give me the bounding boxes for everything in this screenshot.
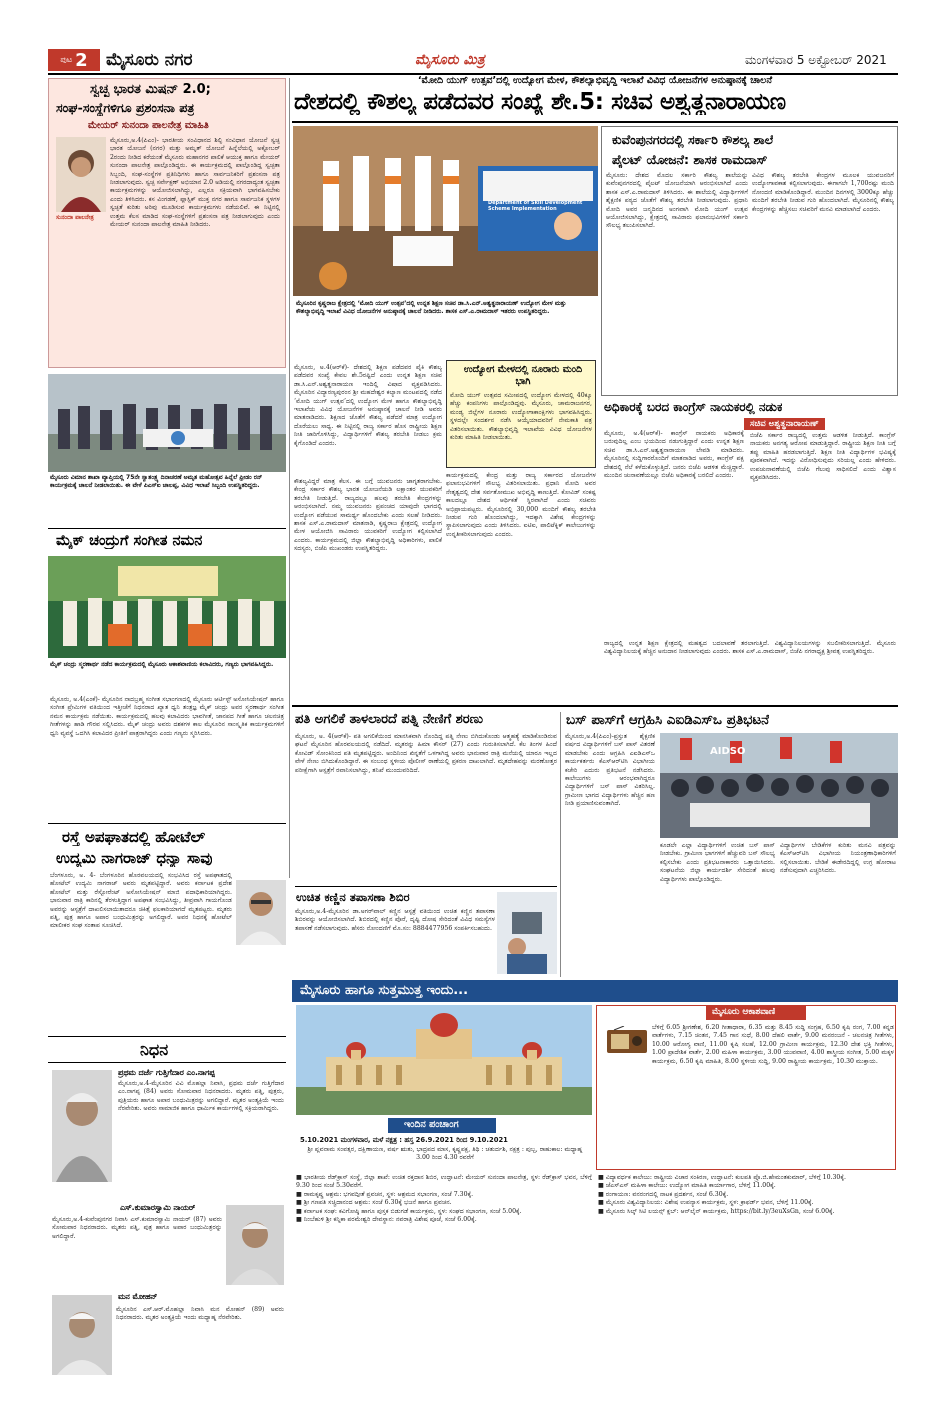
today-title: ಮೈಸೂರು ಹಾಗೂ ಸುತ್ತಮುತ್ತ ಇಂದು...	[300, 983, 469, 998]
obit-name-3: ಮನ ಮೋಹನ್	[118, 1292, 158, 1301]
kuvempu-body-2: ವಿವಿಧ ಕೌಶಲ್ಯ ತರಬೇತಿ ಕೇಂದ್ರಗಳ ಮೂಲಕ ಯುವಜನರಿಗೆ ಉದ್ಯೋಗಾವಕಾಶ ಕಲ್ಪಿಸಲಾಗುವುದು. ಈಗಾಗಲೇ 1,700ರಷ್ಟು ಮಂದಿ ನೋಂದಣಿ ಮಾಡಿಕೊಂಡಿದ್ದಾರೆ. ಮುಂದಿನ ದಿನಗಳಲ್ಲಿ 3000ಕ್ಕೂ ಹೆಚ್ಚು ಮಂದಿಗೆ ತರಬೇತಿ ನೀಡುವ ಗುರಿ ಹೊಂದಲಾಗಿದೆ. ಮೈಸೂರಿನಲ್ಲಿ ಕೌಶಲ್ಯ ಕೇಂದ್ರಗಳನ್ನು ಹೆಚ್ಚಿಸಲು ಸಚಿವರಿಗೆ ಮನವಿ ಮಾಡಲಾಗಿದೆ ಎಂದರು.	[752, 172, 894, 213]
events-col-2: ■ ವಿದ್ಯಾವರ್ಧಕ ಕಾಲೇಜು: ರಾಷ್ಟ್ರೀಯ ವಿಚಾರ ಸಂಕಿರಣ, ಉದ್ಘಾಟನೆ: ಕುಲಪತಿ ಪ್ರೊ.ಜಿ.ಹೇಮಂತಕುಮಾರ್, ಬೆಳಿಗ್ಗೆ 10.30ಕ್ಕೆ. ■ ಜೆಎಸ್‌ಎಸ್ ಮಹಿಳಾ ಕಾಲೇಜು: ಉದ್ಯೋಗ ಮಾಹಿತಿ ಕಾರ್ಯಾಗಾರ, ಬೆಳಿಗ್ಗೆ 11.00ಕ್ಕೆ. ■ ರಂಗಾಯಣ: ವನರಂಗದಲ್ಲಿ ನಾಟಕ ಪ್ರದರ್ಶನ, ಸಂಜೆ 6.30ಕ್ಕೆ. ■ ಮೈಸೂರು ವಿಶ್ವವಿದ್ಯಾನಿಲಯ: ವಿಶೇಷ ಉಪನ್ಯಾಸ ಕಾರ್ಯಕ್ರಮ, ಸ್ಥಳ: ಕ್ರಾಫರ್ಡ್ ಭವನ, ಬೆಳಿಗ್ಗೆ 11.00ಕ್ಕೆ. ■ ಮೈಸೂರು ಸಿಲ್ಕ್ ಸಿಟಿ ಲಯನ್ಸ್ ಕ್ಲಬ್: ಆನ್‌ಲೈನ್ ಕಾರ್ಯಕ್ರಮ, https://bit.ly/3euXsGn, ಸಂಜೆ 6.00ಕ್ಕೆ.	[598, 1174, 846, 1215]
mayor-portrait	[56, 137, 106, 212]
mike-photo	[48, 556, 286, 658]
bus-pass-body-3: ವಿದ್ಯಾರ್ಥಿಗಳ ಬೇಡಿಕೆಗಳ ಕುರಿತು ಮನವಿ ಪತ್ರವನ್ನು ಕೆಎಸ್‌ಆರ್‌ಟಿಸಿ ವಿಭಾಗೀಯ ನಿಯಂತ್ರಣಾಧಿಕಾರಿಗಳಿಗೆ ಸಲ್ಲಿಸಲಾಯಿತು. ಬೇಡಿಕೆ ಈಡೇರದಿದ್ದಲ್ಲಿ ಉಗ್ರ ಹೋರಾಟ ನಡೆಸುವುದಾಗಿ ಎಚ್ಚರಿಸಿದರು.	[780, 842, 896, 875]
kumaraswamy-portrait	[226, 1205, 284, 1285]
manamohan-portrait	[52, 1295, 112, 1375]
rule	[48, 528, 286, 529]
panchanga-body: ಶ್ರೀ ಪ್ಲವನಾಮ ಸಂವತ್ಸರ, ದಕ್ಷಿಣಾಯಣ, ವರ್ಷ ಋತು, ಭಾದ್ರಪದ ಮಾಸ, ಕೃಷ್ಣಪಕ್ಷ, ತಿಥಿ : ಚತುರ್ದಶಿ, ನಕ್ಷತ್ರ : ಪುಬ್ಬ, ರಾಹುಕಾಲ: ಮಧ್ಯಾಹ್ನ 3.00 ರಿಂದ 4.30 ರವರೆಗೆ	[307, 1146, 583, 1162]
rule	[295, 886, 557, 887]
accident-title-2: ಉದ್ಯಮಿ ನಾಗರಾಜ್ ಧನ್ಯಾ ಸಾವು	[56, 849, 213, 867]
lead-title: ದೇಶದಲ್ಲಿ ಕೌಶಲ್ಯ ಪಡೆದವರ ಸಂಖ್ಯೆ ಶೇ.5: ಸಚಿವ ಅಶ್ವತ್ಥನಾರಾಯಣ	[294, 89, 786, 115]
obit-body-3: ಮೈಸೂರಿನ ಎಸ್.ಆರ್.ಮೊಹಲ್ಲಾ ನಿವಾಸಿ ಮನ ಮೋಹನ್ (89) ಅವರು ನಿಧನರಾದರು. ಮೃತರ ಅಂತ್ಯಕ್ರಿಯೆ ಇಂದು ಮಧ್ಯಾಹ್ನ ನೆರವೇರಿತು.	[116, 1306, 284, 1322]
masthead: ಮೈಸೂರು ಮಿತ್ರ	[415, 52, 485, 68]
freedom-run-photo	[48, 374, 286, 472]
events-col-1: ■ ಭಾರತೀಯ ರೆಡ್‌ಕ್ರಾಸ್ ಸಂಸ್ಥೆ, ಜಿಲ್ಲಾ ಶಾಖೆ: ಉಚಿತ ರಕ್ತದಾನ ಶಿಬಿರ, ಉದ್ಘಾಟನೆ: ಮೇಯರ್ ಸುನಂದಾ ಪಾಲನೇತ್ರ, ಸ್ಥಳ: ರೆಡ್‌ಕ್ರಾಸ್ ಭವನ, ಬೆಳಿಗ್ಗೆ 9.30 ರಿಂದ ಸಂಜೆ 5.30ವರೆಗೆ. ■ ರಾಮಕೃಷ್ಣ ಆಶ್ರಮ: ಭಗವದ್ಗೀತೆ ಪ್ರವಚನ, ಸ್ಥಳ: ಆಶ್ರಮದ ಸಭಾಂಗಣ, ಸಂಜೆ 7.30ಕ್ಕೆ. ■ ಶ್ರೀ ಗಣಪತಿ ಸಚ್ಚಿದಾನಂದ ಆಶ್ರಮ: ಸಂಜೆ 6.30ಕ್ಕೆ ಭಜನೆ ಹಾಗೂ ಪ್ರವಚನ. ■ ಕರ್ನಾಟಕ ಸಂಘ: ಕವಿಗೋಷ್ಠಿ ಹಾಗೂ ಪುಸ್ತಕ ಬಿಡುಗಡೆ ಕಾರ್ಯಕ್ರಮ, ಸ್ಥಳ: ಸಂಘದ ಸಭಾಂಗಣ, ಸಂಜೆ 5.00ಕ್ಕೆ. ■ ನಿಂಬೆಹುಳಿ ಶ್ರೀ ಕನ್ನಿಕಾ ಪರಮೇಶ್ವರಿ ದೇವಸ್ಥಾನ: ನವರಾತ್ರಿ ವಿಶೇಷ ಪೂಜೆ, ಸಂಜೆ 6.00ಕ್ಕೆ.	[296, 1174, 592, 1224]
page-label: ಪುಟ	[60, 55, 73, 64]
accident-body: ಬೆಂಗಳೂರು, ಅ. 4- ಬೆಂಗಳೂರಿನ ಹೊರವಲಯದಲ್ಲಿ ಸಂಭವಿಸಿದ ರಸ್ತೆ ಅಪಘಾತದಲ್ಲಿ ಹೋಟೆಲ್ ಉದ್ಯಮಿ ನಾಗರಾಜ್ ಅವರು ಮೃತಪಟ್ಟಿದ್ದಾರೆ. ಅವರು ಕರ್ನಾಟಕ ಪ್ರದೇಶ ಹೋಟೆಲ್ ಮತ್ತು ರೆಸ್ಟೋರೆಂಟ್ ಅಸೋಸಿಯೇಷನ್ ಮಾಜಿ ಪದಾಧಿಕಾರಿಯಾಗಿದ್ದರು. ಭಾನುವಾರ ರಾತ್ರಿ ಕಾರಿನಲ್ಲಿ ತೆರಳುತ್ತಿದ್ದಾಗ ಅಪಘಾತ ಸಂಭವಿಸಿದ್ದು, ತೀವ್ರವಾಗಿ ಗಾಯಗೊಂಡ ಅವರನ್ನು ಆಸ್ಪತ್ರೆಗೆ ದಾಖಲಿಸಲಾಯಿತಾದರೂ ಚಿಕಿತ್ಸೆ ಫಲಕಾರಿಯಾಗದೆ ಮೃತಪಟ್ಟರು. ಮೃತರು ಪತ್ನಿ, ಪುತ್ರ ಹಾಗೂ ಅಪಾರ ಬಂಧುಮಿತ್ರರನ್ನು ಅಗಲಿದ್ದಾರೆ. ಅವರ ನಿಧನಕ್ಕೆ ಹೋಟೆಲ್ ಮಾಲೀಕರ ಸಂಘ ಸಂತಾಪ ಸೂಚಿಸಿದೆ.	[50, 872, 232, 930]
job-fair-body: ಮೋದಿ ಯುಗ್ ಉತ್ಸವದ ಸಮೀಪದಲ್ಲಿ ಉದ್ಯೋಗ ಮೇಳದಲ್ಲಿ 40ಕ್ಕೂ ಹೆಚ್ಚು ಕಂಪನಿಗಳು ಪಾಲ್ಗೊಂಡಿದ್ದವು. ಮೈಸೂರು, ಚಾಮರಾಜನಗರ, ಮಂಡ್ಯ ಜಿಲ್ಲೆಗಳ ನೂರಾರು ಉದ್ಯೋಗಾಕಾಂಕ್ಷಿಗಳು ಭಾಗವಹಿಸಿದ್ದರು. ಸ್ಥಳದಲ್ಲೇ ಸಂದರ್ಶನ ನಡೆಸಿ ಆಯ್ಕೆಯಾದವರಿಗೆ ನೇಮಕಾತಿ ಪತ್ರ ವಿತರಿಸಲಾಯಿತು. ಕೌಶಲ್ಯಾಭಿವೃದ್ಧಿ ಇಲಾಖೆಯ ವಿವಿಧ ಯೋಜನೆಗಳ ಕುರಿತು ಮಾಹಿತಿ ನೀಡಲಾಯಿತು.	[450, 392, 592, 442]
congress-body-1: ಮೈಸೂರು, ಅ.4(ಆರ್‌ಕೆ)- ಕಾಂಗ್ರೆಸ್ ನಾಯಕರು ಅಧಿಕಾರಕ್ಕೆ ಬರುವುದಿಲ್ಲ ಎಂಬ ಭಯದಿಂದ ನಡುಗುತ್ತಿದ್ದಾರೆ ಎಂದು ಉನ್ನತ ಶಿಕ್ಷಣ ಸಚಿವ ಡಾ.ಸಿ.ಎನ್.ಅಶ್ವತ್ಥನಾರಾಯಣ ಲೇವಡಿ ಮಾಡಿದರು. ಮೈಸೂರಿನಲ್ಲಿ ಸುದ್ದಿಗಾರರೊಂದಿಗೆ ಮಾತನಾಡಿದ ಅವರು, ಕಾಂಗ್ರೆಸ್ ಪಕ್ಷ ದೇಶದಲ್ಲಿ ನೆಲೆ ಕಳೆದುಕೊಳ್ಳುತ್ತಿದೆ. ಜನರು ಬಿಜೆಪಿ ಆಡಳಿತ ಮೆಚ್ಚಿದ್ದಾರೆ. ಮುಂದಿನ ಚುನಾವಣೆಯಲ್ಲೂ ಬಿಜೆಪಿ ಅಧಿಕಾರಕ್ಕೆ ಬರಲಿದೆ ಎಂದರು.	[604, 430, 744, 480]
lead-body-col3: ಕಾರ್ಯಕ್ರಮದಲ್ಲಿ ಕೇಂದ್ರ ಮತ್ತು ರಾಜ್ಯ ಸರ್ಕಾರದ ಯೋಜನೆಗಳ ಫಲಾನುಭವಿಗಳಿಗೆ ಸೌಲಭ್ಯ ವಿತರಿಸಲಾಯಿತು. ಪ್ರಧಾನಿ ಮೋದಿ ಅವರ ನೇತೃತ್ವದಲ್ಲಿ ದೇಶ ಸರ್ವತೋಮುಖ ಅಭಿವೃದ್ಧಿ ಕಾಣುತ್ತಿದೆ. ಕೋವಿಡ್ ಸಂಕಷ್ಟ ಕಾಲದಲ್ಲೂ ದೇಶದ ಆರ್ಥಿಕತೆ ಸ್ಥಿರವಾಗಿದೆ ಎಂದು ಸಚಿವರು ಅಭಿಪ್ರಾಯಪಟ್ಟರು. ಮೈಸೂರಿನಲ್ಲಿ 30,000 ಮಂದಿಗೆ ಕೌಶಲ್ಯ ತರಬೇತಿ ನೀಡುವ ಗುರಿ ಹೊಂದಲಾಗಿದ್ದು, ಇದಕ್ಕಾಗಿ ವಿಶೇಷ ಕೇಂದ್ರಗಳನ್ನು ಸ್ಥಾಪಿಸಲಾಗುವುದು ಎಂದು ತಿಳಿಸಿದರು. ಐಟಿಐ, ಪಾಲಿಟೆಕ್ನಿಕ್ ಕಾಲೇಜುಗಳನ್ನು ಉನ್ನತೀಕರಿಸಲಾಗುವುದು ಎಂದರು.	[446, 472, 596, 538]
column-divider	[560, 712, 561, 977]
husband-title: ಪತಿ ಅಗಲಿಕೆ ತಾಳಲಾರದೆ ಪತ್ನಿ ನೇಣಿಗೆ ಶರಣು	[295, 712, 484, 727]
freedom-run-caption: ಮೈಸೂರು ವಿಮಾನ ಶಾಖಾ ವ್ಯಾಪ್ತಿಯಲ್ಲಿ 75ನೇ ಸ್ವಾತಂತ್ರ್ಯ ದಿನಾಚರಣೆ ಅಮೃತ ಮಹೋತ್ಸವ ಹಿನ್ನೆಲೆ ಫ್ರೀಡಂ ರನ್ ಕಾರ್ಯಕ್ರಮಕ್ಕೆ ಚಾಲನೆ ನೀಡಲಾಯಿತು. ಈ ವೇಳೆ ಪಿಎಸ್ಐ ಜಾಲಪ್ಪ, ವಿವಿಧ ಇಲಾಖೆ ಸಿಬ್ಬಂದಿ ಉಪಸ್ಥಿತರಿದ್ದರು.	[50, 474, 263, 489]
accident-title-1: ರಸ್ತೆ ಅಪಘಾತದಲ್ಲಿ ಹೋಟೆಲ್	[62, 828, 206, 846]
radio-icon	[606, 1026, 648, 1054]
page-number-badge	[48, 49, 100, 71]
radio-body: ಬೆಳಿಗ್ಗೆ 6.05 ಶ್ರೀಗಣೇಶ, 6.20 ಗೀತಾಧಾರಾ, 6.35 ಮತ್ತು 8.45 ಸುದ್ದಿ ಸಂಗ್ರಹ, 6.50 ಕೃಷಿ ರಂಗ, 7.00 ಕನ್ನಡ ವಾರ್ತೆಗಳು, 7.15 ಚಿಂತನ, 7.45 ಗಾನ ಸುಧೆ, 8.00 ದೆಹಲಿ ವಾರ್ತೆ, 9.00 ಮನರಂಜನೆ - ಚಲನಚಿತ್ರ ಗೀತೆಗಳು, 10.00 ಆರೋಗ್ಯ ವಾಣಿ, 11.00 ಕೃಷಿ ಸಲಹೆ, 12.00 ಗ್ರಾಮೀಣ ಕಾರ್ಯಕ್ರಮ, 12.30 ದೇಶ ಭಕ್ತಿ ಗೀತೆಗಳು, 1.00 ಪ್ರಾದೇಶಿಕ ವಾರ್ತೆ, 2.00 ಮಹಿಳಾ ಕಾರ್ಯಕ್ರಮ, 3.00 ಯುವವಾಣಿ, 4.00 ಶಾಸ್ತ್ರೀಯ ಸಂಗೀತ, 5.00 ಮಕ್ಕಳ ಕಾರ್ಯಕ್ರಮ, 6.50 ಕೃಷಿ ಮಾಹಿತಿ, 8.00 ಸ್ಥಳೀಯ ಸುದ್ದಿ, 9.00 ರಾಷ್ಟ್ರೀಯ ಕಾರ್ಯಕ್ರಮ, 10.30 ಮುಕ್ತಾಯ.	[652, 1024, 894, 1065]
bus-pass-body-1: ಮೈಸೂರು,ಅ.4(ಪಿಎಂ)-ಪ್ರಸ್ತುತ ಶೈಕ್ಷಣಿಕ ವರ್ಷದ ವಿದ್ಯಾರ್ಥಿಗಳಿಗೆ ಬಸ್ ಪಾಸ್ ವಿತರಣೆ ಮಾಡಬೇಕು ಎಂದು ಆಗ್ರಹಿಸಿ ಎಐಡಿಎಸ್‌ಒ ಕಾರ್ಯಕರ್ತರು ಕೆಎಸ್‌ಆರ್‌ಟಿಸಿ ವಿಭಾಗೀಯ ಕಚೇರಿ ಎದುರು ಪ್ರತಿಭಟನೆ ನಡೆಸಿದರು. ಕಾಲೇಜುಗಳು ಆರಂಭವಾಗಿದ್ದರೂ ವಿದ್ಯಾರ್ಥಿಗಳಿಗೆ ಬಸ್ ಪಾಸ್ ವಿತರಿಸಿಲ್ಲ. ಗ್ರಾಮೀಣ ಭಾಗದ ವಿದ್ಯಾರ್ಥಿಗಳು ಹೆಚ್ಚಿನ ಹಣ ನೀಡಿ ಪ್ರಯಾಣಿಸುವಂತಾಗಿದೆ.	[565, 733, 655, 808]
rule	[292, 705, 898, 707]
column-divider	[289, 78, 290, 878]
rule	[48, 1036, 286, 1037]
obit-body-1: ಮೈಸೂರು,ಅ.4-ಮೈಸೂರಿನ ವಿವಿ ಮೊಹಲ್ಲಾ ನಿವಾಸಿ, ಪ್ರಥಮ ದರ್ಜೆ ಗುತ್ತಿಗೆದಾರ ಎಂ.ನಾಗಪ್ಪ (84) ಅವರು ಸೋಮವಾರ ನಿಧನರಾದರು. ಮೃತರು ಪತ್ನಿ, ಪುತ್ರರು, ಪುತ್ರಿಯರು ಹಾಗೂ ಅಪಾರ ಬಂಧುಮಿತ್ರರನ್ನು ಅಗಲಿದ್ದಾರೆ. ಮೃತರ ಅಂತ್ಯಕ್ರಿಯೆ ಇಂದು ನೆರವೇರಿತು. ಅವರು ಸಾಮಾಜಿಕ ಹಾಗೂ ಧಾರ್ಮಿಕ ಕಾರ್ಯಗಳಲ್ಲಿ ಸಕ್ರಿಯರಾಗಿದ್ದರು.	[118, 1080, 284, 1113]
swachh-subtitle: ಮೇಯರ್ ಸುನಂದಾ ಪಾಲನೇತ್ರ ಮಾಹಿತಿ	[88, 120, 209, 131]
swachh-title-1: ಸ್ವಚ್ಛ ಭಾರತ ಮಿಷನ್ 2.0;	[90, 82, 211, 97]
issue-date: ಮಂಗಳವಾರ 5 ಅಕ್ಟೋಬರ್ 2021	[745, 53, 887, 67]
page-number: 2	[75, 49, 88, 71]
job-fair-title: ಉದ್ಯೋಗ ಮೇಳದಲ್ಲಿ ನೂರಾರು ಮಂದಿ ಭಾಗಿ	[463, 364, 583, 387]
husband-body: ಮೈಸೂರು, ಅ. 4(ಆರ್‌ಕೆ)- ಪತಿ ಅಗಲಿಕೆಯಿಂದ ಮಾನಸಿಕವಾಗಿ ನೊಂದಿದ್ದ ಪತ್ನಿ ನೇಣು ಬಿಗಿದುಕೊಂಡು ಆತ್ಮಹತ್ಯೆ ಮಾಡಿಕೊಂಡಿರುವ ಘಟನೆ ಮೈಸೂರಿನ ಹೊರವಲಯದಲ್ಲಿ ನಡೆದಿದೆ. ಮೃತರನ್ನು ಹಿಮಾ ಕೌಸರ್ (27) ಎಂದು ಗುರುತಿಸಲಾಗಿದೆ. ಕೆಲ ತಿಂಗಳ ಹಿಂದೆ ಕೋವಿಡ್ ಸೋಂಕಿನಿಂದ ಪತಿ ಮೃತಪಟ್ಟಿದ್ದರು. ಅಂದಿನಿಂದ ಖಿನ್ನತೆಗೆ ಒಳಗಾಗಿದ್ದ ಅವರು ಭಾನುವಾರ ರಾತ್ರಿ ಮನೆಯಲ್ಲಿ ಯಾರೂ ಇಲ್ಲದ ವೇಳೆ ನೇಣು ಬಿಗಿದುಕೊಂಡಿದ್ದಾರೆ. ಈ ಸಂಬಂಧ ಸ್ಥಳೀಯ ಪೊಲೀಸ್ ಠಾಣೆಯಲ್ಲಿ ಪ್ರಕರಣ ದಾಖಲಾಗಿದೆ. ಮೃತದೇಹವನ್ನು ಮರಣೋತ್ತರ ಪರೀಕ್ಷೆಗಾಗಿ ಆಸ್ಪತ್ರೆಗೆ ರವಾನಿಸಲಾಗಿದ್ದು, ತನಿಖೆ ಮುಂದುವರಿದಿದೆ.	[295, 733, 557, 774]
mike-caption: ಮೈಕ್ ಚಂದ್ರು ಸ್ಮರಣಾರ್ಥ ನಡೆದ ಕಾರ್ಯಕ್ರಮದಲ್ಲಿ ಮೈಸೂರು ಆಕಾಶವಾಣಿಯ ಕಲಾವಿದರು, ಗಣ್ಯರು ಭಾಗವಹಿಸಿದ್ದರು.	[50, 661, 274, 668]
section-title: ಮೈಸೂರು ನಗರ	[106, 50, 193, 70]
mayor-caption: ಸುನಂದಾ ಪಾಲನೇತ್ರ	[56, 214, 94, 221]
panchanga-line-1: 5.10.2021 ಮಂಗಳವಾರ, ಮಳೆ ನಕ್ಷತ್ರ : ಹಸ್ತ 26.9.2021 ರಿಂದ 9.10.2021	[300, 1136, 508, 1144]
eye-camp-body: ಮೈಸೂರು,ಅ.4-ಮೈಸೂರಿನ ಡಾ.ಅಗರ್‌ವಾಲ್ ಕಣ್ಣಿನ ಆಸ್ಪತ್ರೆ ವತಿಯಿಂದ ಉಚಿತ ಕಣ್ಣಿನ ತಪಾಸಣಾ ಶಿಬಿರವನ್ನು ಆಯೋಜಿಸಲಾಗಿದೆ. ಶಿಬಿರದಲ್ಲಿ ಕಣ್ಣಿನ ಪೊರೆ, ದೃಷ್ಟಿ ದೋಷ ಸೇರಿದಂತೆ ವಿವಿಧ ಸಮಸ್ಯೆಗಳ ತಪಾಸಣೆ ನಡೆಸಲಾಗುವುದು. ಹೆಸರು ನೋಂದಣಿಗೆ ಮೊ.ಸಂ: 8884477956 ಸಂಪರ್ಕಿಸಬಹುದು.	[295, 908, 495, 932]
obit-name-1: ಪ್ರಥಮ ದರ್ಜೆ ಗುತ್ತಿಗೆದಾರ ಎಂ.ನಾಗಪ್ಪ	[118, 1068, 215, 1077]
congress-title: ಅಧಿಕಾರಕ್ಕೆ ಬರದ ಕಾಂಗ್ರೆಸ್ ನಾಯಕರಲ್ಲಿ ನಡುಕ	[604, 400, 783, 414]
protest-photo	[660, 733, 898, 838]
swachh-body: ಮೈಸೂರು,ಅ.4(ಪಿಎಂ)- ಭಾರತೀಯ ಸಂವಿಧಾನದ ಶಿಲ್ಪಿ ಸಂವಿಧಾನ ಯೋಜನೆ ಸ್ವಚ್ಛ ಭಾರತ ಯೋಜನೆ (ನಗರ) ಮತ್ತು ಅಮೃತ್ ಯೋಜನೆ ಹಿನ್ನೆಲೆಯಲ್ಲಿ ಅಕ್ಟೋಬರ್ 2ರಂದು ನೀಡಿದ ಕರೆಯಂತೆ ಮೈಸೂರು ಮಹಾನಗರ ಪಾಲಿಕೆ ಆಯುಕ್ತ ಹಾಗೂ ಮೇಯರ್ ಸುನಂದಾ ಪಾಲನೇತ್ರ ಪಾಲ್ಗೊಂಡಿದ್ದರು. ಈ ಕಾರ್ಯಕ್ರಮದಲ್ಲಿ ಪಾಲ್ಗೊಂಡಿದ್ದ ಸ್ವಚ್ಛತಾ ಸಿಬ್ಬಂದಿ, ಸಂಘ-ಸಂಸ್ಥೆಗಳ ಪ್ರತಿನಿಧಿಗಳು ಹಾಗೂ ಸಾರ್ವಜನಿಕರಿಗೆ ಪ್ರಶಂಸನಾ ಪತ್ರ ನೀಡಲಾಗುವುದು. ಸ್ವಚ್ಛ ಸರ್ವೇಕ್ಷಣ್ ಅಭಿಯಾನ 2.0 ಅಡಿಯಲ್ಲಿ ನಗರದಾದ್ಯಂತ ಸ್ವಚ್ಛತಾ ಕಾರ್ಯಕ್ರಮಗಳನ್ನು ಆಯೋಜಿಸಲಾಗಿದ್ದು, ಎಲ್ಲರೂ ಸಕ್ರಿಯವಾಗಿ ಭಾಗವಹಿಸಬೇಕು ಎಂದು ತಿಳಿಸಿದರು. ಕಸ ವಿಂಗಡಣೆ, ಪ್ಲಾಸ್ಟಿಕ್ ಮುಕ್ತ ನಗರ ಹಾಗೂ ಸಾರ್ವಜನಿಕ ಸ್ಥಳಗಳ ಸ್ವಚ್ಛತೆ ಕುರಿತು ಅರಿವು ಮೂಡಿಸುವ ಕಾರ್ಯಕ್ರಮಗಳು ನಡೆಯಲಿವೆ. ಈ ನಿಟ್ಟಿನಲ್ಲಿ ಉತ್ತಮ ಕೆಲಸ ಮಾಡಿದ ಸಂಘ-ಸಂಸ್ಥೆಗಳಿಗೆ ಪ್ರಶಂಸನಾ ಪತ್ರ ನೀಡಲಾಗುವುದು ಎಂದು ಮೇಯರ್ ಸುನಂದಾ ಪಾಲನೇತ್ರ ಮಾಹಿತಿ ನೀಡಿದರು.	[110, 137, 280, 229]
nagappa-portrait	[52, 1070, 112, 1182]
mike-title: ಮೈಕ್ ಚಂದ್ರುಗೆ ಸಂಗೀತ ನಮನ	[56, 533, 203, 549]
congress-body-2: ಬಿಜೆಪಿ ಸರ್ಕಾರ ರಾಜ್ಯದಲ್ಲಿ ಉತ್ತಮ ಆಡಳಿತ ನೀಡುತ್ತಿದೆ. ಕಾಂಗ್ರೆಸ್ ನಾಯಕರು ಅನಗತ್ಯ ಆರೋಪ ಮಾಡುತ್ತಿದ್ದಾರೆ. ರಾಷ್ಟ್ರೀಯ ಶಿಕ್ಷಣ ನೀತಿ ಬಗ್ಗೆ ತಪ್ಪು ಮಾಹಿತಿ ಹರಡಲಾಗುತ್ತಿದೆ. ಶಿಕ್ಷಣ ನೀತಿ ವಿದ್ಯಾರ್ಥಿಗಳ ಭವಿಷ್ಯಕ್ಕೆ ಪೂರಕವಾಗಿದೆ. ಇದನ್ನು ವಿರೋಧಿಸುವುದು ಸರಿಯಲ್ಲ ಎಂದು ಹೇಳಿದರು. ಉಪಚುನಾವಣೆಯಲ್ಲಿ ಬಿಜೆಪಿ ಗೆಲುವು ಸಾಧಿಸಲಿದೆ ಎಂದು ವಿಶ್ವಾಸ ವ್ಯಕ್ತಪಡಿಸಿದರು.	[750, 432, 896, 482]
eye-camp-title: ಉಚಿತ ಕಣ್ಣಿನ ತಪಾಸಣಾ ಶಿಬಿರ	[296, 890, 410, 904]
lead-kicker: ‘ಮೋದಿ ಯುಗ್ ಉತ್ಸವ’ದಲ್ಲಿ ಉದ್ಯೋಗ ಮೇಳ, ಕೌಶಲ್ಯಾಭಿವೃದ್ಧಿ ಇಲಾಖೆ ವಿವಿಧ ಯೋಜನೆಗಳ ಅನುಷ್ಠಾನಕ್ಕೆ ಚಾಲನೆ	[417, 75, 773, 86]
swachh-title-2: ಸಂಘ-ಸಂಸ್ಥೆಗಳಿಗೂ ಪ್ರಶಂಸನಾ ಪತ್ರ	[56, 100, 195, 115]
kuvempu-title-1: ಕುವೆಂಪುನಗರದಲ್ಲಿ ಸರ್ಕಾರಿ ಕೌಶಲ್ಯ ಶಾಲೆ	[612, 132, 774, 147]
mike-body: ಮೈಸೂರು, ಅ.4(ಎಂಕೆ)- ಮೈಸೂರಿನ ನಾದಬ್ರಹ್ಮ ಸಂಗೀತ ಸಭಾಂಗಣದಲ್ಲಿ ಮೈಸೂರು ಆರ್ಟಿಸ್ಟ್ ಅಸೋಸಿಯೇಷನ್ ಹಾಗೂ ಸಂಗೀತ ಪ್ರೇಮಿಗಳ ವತಿಯಿಂದ ಇತ್ತೀಚೆಗೆ ನಿಧನರಾದ ಖ್ಯಾತ ಧ್ವನಿ ತಂತ್ರಜ್ಞ ಮೈಕ್ ಚಂದ್ರು ಅವರ ಸ್ಮರಣಾರ್ಥ ಸಂಗೀತ ನಮನ ಕಾರ್ಯಕ್ರಮ ನಡೆಯಿತು. ಕಾರ್ಯಕ್ರಮದಲ್ಲಿ ಹಲವು ಕಲಾವಿದರು ಭಾವಗೀತೆ, ಜಾನಪದ ಗೀತೆ ಹಾಗೂ ಚಲನಚಿತ್ರ ಗೀತೆಗಳನ್ನು ಹಾಡಿ ಗೌರವ ಸಲ್ಲಿಸಿದರು. ಮೈಕ್ ಚಂದ್ರು ಅವರು ದಶಕಗಳ ಕಾಲ ಮೈಸೂರಿನ ಸಾಂಸ್ಕೃತಿಕ ಕಾರ್ಯಕ್ರಮಗಳಿಗೆ ಧ್ವನಿ ವ್ಯವಸ್ಥೆ ಒದಗಿಸಿ ಕಲಾವಿದರ ಪ್ರೀತಿಗೆ ಪಾತ್ರರಾಗಿದ್ದರು ಎಂದು ಗಣ್ಯರು ಸ್ಮರಿಸಿದರು.	[50, 696, 284, 737]
mysore-palace-photo	[296, 1005, 592, 1115]
lead-banner-text: Department of Skill Development Scheme Implementation	[488, 200, 583, 212]
congress-byline: ಸಚಿವ ಅಶ್ವತ್ಥನಾರಾಯಣ್	[744, 418, 825, 430]
obit-name-2: ಎಸ್.ಕುಮಾರಸ್ವಾಮಿ ನಾಯರ್	[120, 1203, 196, 1212]
eye-camp-photo	[497, 892, 557, 974]
rule	[292, 121, 898, 123]
rule	[48, 1062, 286, 1063]
panchanga-title: ಇಂದಿನ ಪಂಚಾಂಗ	[404, 1119, 459, 1130]
lead-body-col2: ಕೌಶಲ್ಯವಿದ್ದರೆ ಮಾತ್ರ ಕೆಲಸ. ಈ ಬಗ್ಗೆ ಯುವಜನರು ಜಾಗೃತರಾಗಬೇಕು. ಕೇಂದ್ರ ಸರ್ಕಾರ ಕೌಶಲ್ಯ ಭಾರತ ಯೋಜನೆಯಡಿ ಲಕ್ಷಾಂತರ ಯುವಕರಿಗೆ ತರಬೇತಿ ನೀಡುತ್ತಿದೆ. ರಾಜ್ಯದಲ್ಲೂ ಹಲವು ತರಬೇತಿ ಕೇಂದ್ರಗಳನ್ನು ಆರಂಭಿಸಲಾಗಿದೆ. ನಮ್ಮ ಯುವಜನರು ಪ್ರಪಂಚದ ಯಾವುದೇ ಭಾಗದಲ್ಲಿ ಉದ್ಯೋಗ ಪಡೆಯುವ ಸಾಮರ್ಥ್ಯ ಹೊಂದಬೇಕು ಎಂದು ಸಲಹೆ ನೀಡಿದರು. ಶಾಸಕ ಎಸ್.ಎ.ರಾಮದಾಸ್ ಮಾತನಾಡಿ, ಕೃಷ್ಣರಾಜ ಕ್ಷೇತ್ರದಲ್ಲಿ ಉದ್ಯೋಗ ಮೇಳ ಆಯೋಜಿಸಿ ಸಾವಿರಾರು ಯುವಕರಿಗೆ ಉದ್ಯೋಗ ಕಲ್ಪಿಸಲಾಗಿದೆ ಎಂದರು. ಕಾರ್ಯಕ್ರಮದಲ್ಲಿ ಜಿಲ್ಲಾ ಕೌಶಲ್ಯಾಭಿವೃದ್ಧಿ ಅಧಿಕಾರಿಗಳು, ಪಾಲಿಕೆ ಸದಸ್ಯರು, ಬಿಜೆಪಿ ಮುಖಂಡರು ಉಪಸ್ಥಿತರಿದ್ದರು.	[294, 478, 442, 553]
rule	[48, 823, 286, 824]
obit-body-2: ಮೈಸೂರು,ಅ.4-ಕುವೆಂಪುನಗರ ನಿವಾಸಿ ಎಸ್.ಕುಮಾರಸ್ವಾಮಿ ನಾಯರ್ (87) ಅವರು ಸೋಮವಾರ ನಿಧನರಾದರು. ಮೃತರು ಪತ್ನಿ, ಪುತ್ರ ಹಾಗೂ ಅಪಾರ ಬಂಧುಮಿತ್ರರನ್ನು ಅಗಲಿದ್ದಾರೆ.	[52, 1216, 222, 1240]
bus-pass-body-2: ಕೂಡಲೇ ಎಲ್ಲಾ ವಿದ್ಯಾರ್ಥಿಗಳಿಗೆ ಉಚಿತ ಬಸ್ ಪಾಸ್ ನೀಡಬೇಕು. ಗ್ರಾಮೀಣ ಭಾಗಗಳಿಗೆ ಹೆಚ್ಚುವರಿ ಬಸ್ ಸೌಲಭ್ಯ ಕಲ್ಪಿಸಬೇಕು ಎಂದು ಪ್ರತಿಭಟನಾಕಾರರು ಒತ್ತಾಯಿಸಿದರು. ಸಂಘಟನೆಯ ಜಿಲ್ಲಾ ಕಾರ್ಯದರ್ಶಿ ಸೇರಿದಂತೆ ಹಲವು ವಿದ್ಯಾರ್ಥಿಗಳು ಪಾಲ್ಗೊಂಡಿದ್ದರು.	[660, 842, 775, 883]
kuvempu-body-1: ಮೈಸೂರು: ದೇಶದ ಮೊದಲ ಸರ್ಕಾರಿ ಕೌಶಲ್ಯ ಶಾಲೆಯನ್ನು ಕುವೆಂಪುನಗರದಲ್ಲಿ ಪೈಲಟ್ ಯೋಜನೆಯಾಗಿ ಆರಂಭಿಸಲಾಗಿದೆ ಎಂದು ಶಾಸಕ ಎಸ್.ಎ.ರಾಮದಾಸ್ ತಿಳಿಸಿದರು. ಈ ಶಾಲೆಯಲ್ಲಿ ವಿದ್ಯಾರ್ಥಿಗಳಿಗೆ ಶೈಕ್ಷಣಿಕ ಪಠ್ಯದ ಜೊತೆಗೆ ಕೌಶಲ್ಯ ತರಬೇತಿ ನೀಡಲಾಗುವುದು. ಪ್ರಧಾನಿ ಮೋದಿ ಅವರ ಜನ್ಮದಿನದ ಅಂಗವಾಗಿ ಮೋದಿ ಯುಗ್ ಉತ್ಸವ ಆಯೋಜಿಸಲಾಗಿದ್ದು, ಕ್ಷೇತ್ರದಲ್ಲಿ ಸಾವಿರಾರು ಫಲಾನುಭವಿಗಳಿಗೆ ಸರ್ಕಾರಿ ಸೌಲಭ್ಯ ತಲುಪಿಸಲಾಗಿದೆ.	[606, 172, 748, 230]
obituary-title: ನಿಧನ	[140, 1040, 169, 1059]
radio-title: ಮೈಸೂರು ಆಕಾಶವಾಣಿ	[712, 1007, 776, 1017]
lead-body-col1: ಮೈಸೂರು, ಅ.4(ಆರ್‌ಕೆ)- ದೇಶದಲ್ಲಿ ಶಿಕ್ಷಣ ಪಡೆದವರ ಪೈಕಿ ಕೌಶಲ್ಯ ಪಡೆದವರ ಸಂಖ್ಯೆ ಕೇವಲ ಶೇ.5ರಷ್ಟಿದೆ ಎಂದು ಉನ್ನತ ಶಿಕ್ಷಣ ಸಚಿವ ಡಾ.ಸಿ.ಎನ್.ಅಶ್ವತ್ಥನಾರಾಯಣ ಇಂದಿಲ್ಲಿ ವಿಷಾದ ವ್ಯಕ್ತಪಡಿಸಿದರು. ಮೈಸೂರಿನ ವಿದ್ಯಾರಣ್ಯಪುರಂನ ಶ್ರೀ ಮಹದೇಶ್ವರ ಕಲ್ಯಾಣ ಮಂಟಪದಲ್ಲಿ ನಡೆದ ‘ಮೋದಿ ಯುಗ್ ಉತ್ಸವ’ದಲ್ಲಿ ಉದ್ಯೋಗ ಮೇಳ ಹಾಗೂ ಕೌಶಲ್ಯಾಭಿವೃದ್ಧಿ ಇಲಾಖೆಯ ವಿವಿಧ ಯೋಜನೆಗಳ ಅನುಷ್ಠಾನಕ್ಕೆ ಚಾಲನೆ ನೀಡಿ ಅವರು ಮಾತನಾಡಿದರು. ಶಿಕ್ಷಣದ ಜೊತೆಗೆ ಕೌಶಲ್ಯ ಪಡೆದರೆ ಮಾತ್ರ ಉದ್ಯೋಗ ದೊರೆಯಲು ಸಾಧ್ಯ. ಈ ನಿಟ್ಟಿನಲ್ಲಿ ರಾಜ್ಯ ಸರ್ಕಾರ ಹೊಸ ರಾಷ್ಟ್ರೀಯ ಶಿಕ್ಷಣ ನೀತಿ ಜಾರಿಗೊಳಿಸಿದ್ದು, ವಿದ್ಯಾರ್ಥಿಗಳಿಗೆ ಕೌಶಲ್ಯ ತರಬೇತಿ ನೀಡಲು ಕ್ರಮ ಕೈಗೊಂಡಿದೆ ಎಂದರು.	[294, 364, 442, 447]
kuvempu-title-2: ಪೈಲಟ್ ಯೋಜನೆ: ಶಾಸಕ ರಾಮದಾಸ್	[612, 152, 768, 167]
bus-pass-title: ಬಸ್ ಪಾಸ್‌ಗೆ ಆಗ್ರಹಿಸಿ ಎಐಡಿಎಸ್‌ಒ ಪ್ರತಿಭಟನೆ	[566, 712, 770, 728]
lead-photo-caption: ಮೈಸೂರಿನ ಕೃಷ್ಣರಾಜ ಕ್ಷೇತ್ರದಲ್ಲಿ ‘ಮೋದಿ ಯುಗ್ ಉತ್ಸವ’ದಲ್ಲಿ ಉನ್ನತ ಶಿಕ್ಷಣ ಸಚಿವ ಡಾ.ಸಿ.ಎನ್.ಅಶ್ವತ್ಥನಾರಾಯಣ್ ಉದ್ಯೋಗ ಮೇಳ ಮತ್ತು ಕೌಶಲ್ಯಾಭಿವೃದ್ಧಿ ಇಲಾಖೆ ವಿವಿಧ ಯೋಜನೆಗಳ ಅನುಷ್ಠಾನಕ್ಕೆ ಚಾಲನೆ ನೀಡಿದರು. ಶಾಸಕ ಎಸ್.ಎ.ರಾಮದಾಸ್ ಇತರರು ಉಪಸ್ಥಿತರಿದ್ದರು.	[296, 300, 567, 315]
nagaraj-portrait	[236, 880, 286, 945]
protest-banner: AIDSO	[710, 746, 746, 757]
congress-body-3: ರಾಜ್ಯದಲ್ಲಿ ಉನ್ನತ ಶಿಕ್ಷಣ ಕ್ಷೇತ್ರದಲ್ಲಿ ಮಹತ್ವದ ಬದಲಾವಣೆ ತರಲಾಗುತ್ತಿದೆ. ವಿಶ್ವವಿದ್ಯಾನಿಲಯಗಳನ್ನು ಸಬಲೀಕರಿಸಲಾಗುತ್ತಿದೆ. ಮೈಸೂರು ವಿಶ್ವವಿದ್ಯಾನಿಲಯಕ್ಕೆ ಹೆಚ್ಚಿನ ಅನುದಾನ ನೀಡಲಾಗುವುದು ಎಂದರು. ಶಾಸಕ ಎಸ್.ಎ.ರಾಮದಾಸ್, ಬಿಜೆಪಿ ನಗರಾಧ್ಯಕ್ಷ ಶ್ರೀವತ್ಸ ಉಪಸ್ಥಿತರಿದ್ದರು.	[604, 640, 896, 656]
